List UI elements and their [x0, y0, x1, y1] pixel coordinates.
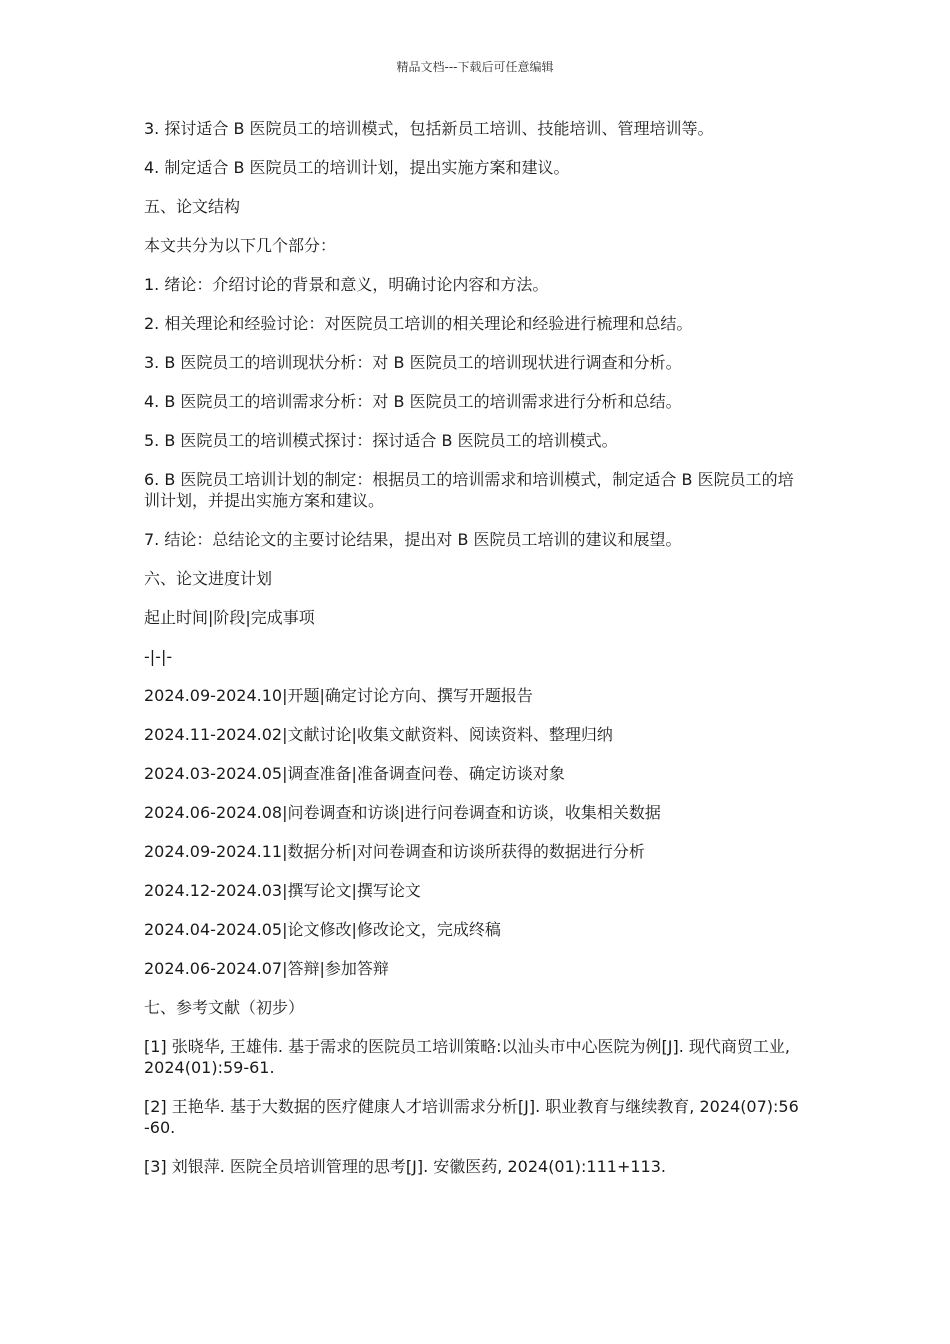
schedule-separator-row: -|-|- [144, 647, 173, 666]
schedule-row: 2024.04-2024.05|论文修改|修改论文，完成终稿 [144, 920, 501, 939]
list-item: 3. B 医院员工的培训现状分析：对 B 医院员工的培训现状进行调查和分析。 [144, 353, 682, 372]
schedule-row: 2024.06-2024.07|答辩|参加答辩 [144, 959, 389, 978]
schedule-row: 2024.12-2024.03|撰写论文|撰写论文 [144, 881, 421, 900]
section-heading: 五、论文结构 [144, 197, 241, 216]
list-item: 4. B 医院员工的培训需求分析：对 B 医院员工的培训需求进行分析和总结。 [144, 392, 682, 411]
section-heading: 七、参考文献（初步） [144, 998, 305, 1017]
list-item: 7. 结论：总结论文的主要讨论结果，提出对 B 医院员工培训的建议和展望。 [144, 530, 682, 549]
reference-item: [2] 王艳华. 基于大数据的医疗健康人才培训需求分析[J]. 职业教育与继续教育, 2024(07):56-60. [144, 1097, 799, 1137]
document-body [144, 118, 804, 1195]
reference-item: [1] 张晓华, 王雄伟. 基于需求的医院员工培训策略:以汕头市中心医院为例[J]. 现代商贸工业, 2024(01):59-61. [144, 1037, 790, 1077]
paragraph: 4. 制定适合 B 医院员工的培训计划，提出实施方案和建议。 [144, 158, 570, 177]
page-header: 精品文档---下载后可任意编辑 [396, 60, 554, 74]
paragraph: 3. 探讨适合 B 医院员工的培训模式，包括新员工培训、技能培训、管理培训等。 [144, 119, 714, 138]
schedule-row: 2024.09-2024.10|开题|确定讨论方向、撰写开题报告 [144, 686, 533, 705]
list-item: 1. 绪论：介绍讨论的背景和意义，明确讨论内容和方法。 [144, 275, 549, 294]
list-item: 6. B 医院员工培训计划的制定：根据员工的培训需求和培训模式，制定适合 B 医院员工的培训计划，并提出实施方案和建议。 [144, 470, 794, 510]
schedule-row: 2024.06-2024.08|问卷调查和访谈|进行问卷调查和访谈，收集相关数据 [144, 803, 661, 822]
schedule-header-row: 起止时间|阶段|完成事项 [144, 608, 315, 627]
schedule-row: 2024.11-2024.02|文献讨论|收集文献资料、阅读资料、整理归纳 [144, 725, 613, 744]
reference-item: [3] 刘银萍. 医院全员培训管理的思考[J]. 安徽医药, 2024(01):111+113. [144, 1157, 666, 1176]
list-item: 5. B 医院员工的培训模式探讨：探讨适合 B 医院员工的培训模式。 [144, 431, 618, 450]
list-item: 2. 相关理论和经验讨论：对医院员工培训的相关理论和经验进行梳理和总结。 [144, 314, 693, 333]
schedule-row: 2024.09-2024.11|数据分析|对问卷调查和访谈所获得的数据进行分析 [144, 842, 645, 861]
section-heading: 六、论文进度计划 [144, 569, 273, 588]
schedule-row: 2024.03-2024.05|调查准备|准备调查问卷、确定访谈对象 [144, 764, 565, 783]
paragraph: 本文共分为以下几个部分： [144, 236, 337, 255]
